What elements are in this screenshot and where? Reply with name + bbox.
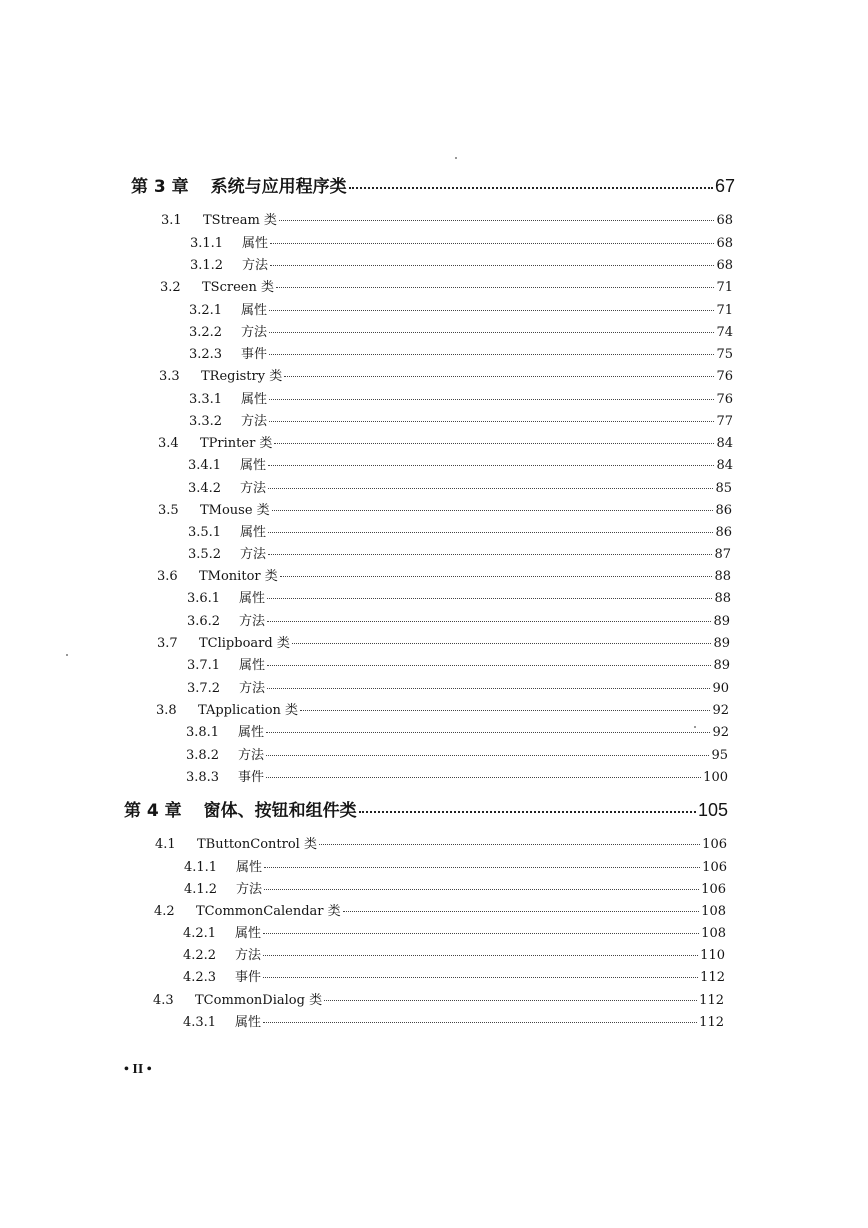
entry-page: 71: [716, 303, 733, 318]
entry-title: 属性: [241, 392, 268, 407]
entry-number: 3.2.3: [189, 347, 223, 362]
entry-title: TButtonControl 类: [197, 837, 317, 852]
entry-title: TCommonCalendar 类: [196, 904, 341, 919]
toc-entry[interactable]: [161, 209, 733, 228]
toc-entry[interactable]: [153, 989, 724, 1008]
scan-speck: [455, 157, 457, 159]
entry-title: 方法: [236, 882, 263, 897]
entry-page: 108: [701, 904, 726, 919]
entry-title: TApplication 类: [198, 703, 299, 718]
entry-page: 89: [713, 614, 730, 629]
entry-title: 属性: [240, 525, 267, 540]
entry-page: 112: [699, 993, 724, 1008]
toc-entry[interactable]: [183, 944, 725, 963]
toc-entry[interactable]: [183, 922, 726, 941]
leader-dots: [269, 421, 714, 422]
toc-entry[interactable]: [189, 410, 733, 429]
entry-page: 68: [716, 236, 733, 251]
entry-page: 74: [716, 325, 733, 340]
entry-page: 68: [716, 213, 733, 228]
leader-dots: [267, 665, 711, 666]
entry-number: 3.8.1: [186, 725, 220, 740]
toc-entry[interactable]: [183, 1011, 724, 1030]
entry-number: 3.7.2: [187, 681, 221, 696]
chapter-page: 105: [697, 800, 728, 820]
leader-dots: [349, 187, 713, 189]
entry-title: 方法: [241, 325, 268, 340]
entry-title: 属性: [242, 236, 269, 251]
toc-entry[interactable]: [188, 521, 732, 540]
entry-number: 3.6.2: [187, 614, 221, 629]
toc-entry[interactable]: [186, 766, 728, 785]
entry-page: 86: [715, 503, 732, 518]
entry-title: TMonitor 类: [199, 569, 278, 584]
leader-dots: [280, 576, 713, 577]
entry-number: 4.2.2: [183, 948, 217, 963]
entry-number: 3.2: [160, 280, 181, 295]
toc-entry[interactable]: [154, 900, 726, 919]
entry-page: 76: [716, 369, 733, 384]
entry-number: 3.5.1: [188, 525, 222, 540]
leader-dots: [270, 243, 714, 244]
entry-page: 84: [716, 436, 733, 451]
entry-page: 90: [712, 681, 729, 696]
toc-entry[interactable]: [157, 565, 731, 584]
entry-number: 3.6.1: [187, 591, 221, 606]
entry-number: 3.1: [161, 213, 182, 228]
toc-entry[interactable]: [188, 454, 733, 473]
toc-entry[interactable]: [186, 744, 728, 763]
entry-title: 事件: [238, 770, 265, 785]
entry-page: 89: [713, 636, 730, 651]
entry-page: 110: [700, 948, 725, 963]
entry-page: 71: [716, 280, 733, 295]
toc-entry[interactable]: [190, 232, 733, 251]
chapter-title: 系统与应用程序类: [210, 177, 347, 197]
entry-page: 92: [712, 725, 729, 740]
toc-entry[interactable]: [156, 699, 729, 718]
leader-dots: [263, 977, 698, 978]
toc-entry[interactable]: [155, 833, 727, 852]
leader-dots: [267, 621, 711, 622]
entry-page: 88: [714, 591, 731, 606]
entry-title: 属性: [239, 591, 266, 606]
entry-page: 86: [715, 525, 732, 540]
toc-entry[interactable]: [189, 299, 733, 318]
entry-number: 4.1: [155, 837, 176, 852]
entry-page: 106: [702, 837, 727, 852]
toc-entry[interactable]: [189, 321, 733, 340]
leader-dots: [292, 643, 712, 644]
entry-title: 方法: [240, 481, 267, 496]
leader-dots: [272, 510, 714, 511]
leader-dots: [268, 465, 714, 466]
entry-page: 100: [703, 770, 728, 785]
leader-dots: [269, 332, 714, 333]
toc-entry[interactable]: [187, 587, 731, 606]
entry-title: TStream 类: [203, 213, 277, 228]
entry-number: 3.2.2: [189, 325, 223, 340]
entry-title: TCommonDialog 类: [195, 993, 323, 1008]
entry-number: 3.6: [157, 569, 178, 584]
entry-number: 4.1.1: [184, 860, 218, 875]
leader-dots: [269, 310, 714, 311]
entry-number: 3.3.1: [189, 392, 223, 407]
scan-speck: [694, 726, 696, 728]
entry-number: 3.8.3: [186, 770, 220, 785]
entry-title: 方法: [239, 681, 266, 696]
leader-dots: [300, 710, 710, 711]
entry-title: 方法: [238, 748, 265, 763]
page-number: • II •: [124, 1062, 152, 1077]
leader-dots: [268, 554, 712, 555]
toc-entry[interactable]: [189, 343, 733, 362]
entry-title: 事件: [241, 347, 268, 362]
entry-number: 3.4.1: [188, 458, 222, 473]
toc-entry[interactable]: [189, 388, 733, 407]
entry-number: 3.2.1: [189, 303, 223, 318]
toc-entry[interactable]: [158, 499, 732, 518]
toc-entry[interactable]: [183, 966, 725, 985]
toc-entry[interactable]: [157, 632, 730, 651]
entry-number: 3.4: [158, 436, 179, 451]
entry-title: 方法: [235, 948, 262, 963]
leader-dots: [266, 732, 710, 733]
entry-title: 属性: [236, 860, 263, 875]
entry-number: 3.1.2: [190, 258, 224, 273]
entry-page: 77: [716, 414, 733, 429]
toc-entry[interactable]: [190, 254, 733, 273]
entry-page: 68: [716, 258, 733, 273]
leader-dots: [264, 889, 699, 890]
entry-title: TPrinter 类: [200, 436, 273, 451]
entry-number: 3.1.1: [190, 236, 224, 251]
entry-page: 76: [716, 392, 733, 407]
leader-dots: [268, 532, 713, 533]
leader-dots: [266, 777, 701, 778]
leader-dots: [269, 399, 714, 400]
entry-page: 92: [712, 703, 729, 718]
leader-dots: [269, 354, 714, 355]
entry-page: 108: [701, 926, 726, 941]
entry-number: 3.3: [159, 369, 180, 384]
toc-entry[interactable]: [159, 365, 733, 384]
toc-entry[interactable]: [184, 878, 726, 897]
entry-number: 3.8: [156, 703, 177, 718]
entry-number: 3.8.2: [186, 748, 220, 763]
toc-entry[interactable]: [160, 276, 733, 295]
toc-chapter-4[interactable]: [124, 796, 728, 821]
entry-page: 106: [701, 882, 726, 897]
leader-dots: [343, 911, 700, 912]
leader-dots: [274, 443, 714, 444]
leader-dots: [263, 933, 699, 934]
leader-dots: [359, 811, 696, 813]
entry-title: 属性: [239, 658, 266, 673]
toc-entry[interactable]: [188, 543, 731, 562]
entry-title: 属性: [235, 926, 262, 941]
entry-number: 4.3: [153, 993, 174, 1008]
leader-dots: [263, 1022, 697, 1023]
entry-number: 3.7: [157, 636, 178, 651]
entry-title: 方法: [239, 614, 266, 629]
entry-page: 84: [716, 458, 733, 473]
entry-title: 属性: [241, 303, 268, 318]
entry-title: 属性: [238, 725, 265, 740]
chapter-number: 第 3 章: [131, 177, 189, 197]
entry-title: 方法: [242, 258, 269, 273]
toc-entry[interactable]: [187, 610, 730, 629]
entry-page: 112: [700, 970, 725, 985]
entry-page: 106: [702, 860, 727, 875]
entry-title: TRegistry 类: [201, 369, 283, 384]
entry-page: 87: [714, 547, 731, 562]
entry-title: 属性: [240, 458, 267, 473]
entry-number: 3.3.2: [189, 414, 223, 429]
leader-dots: [319, 844, 700, 845]
entry-page: 95: [711, 748, 728, 763]
leader-dots: [276, 287, 714, 288]
entry-number: 4.3.1: [183, 1015, 217, 1030]
leader-dots: [264, 867, 700, 868]
entry-title: 方法: [241, 414, 268, 429]
entry-page: 88: [714, 569, 731, 584]
entry-number: 4.2.3: [183, 970, 217, 985]
entry-title: TClipboard 类: [199, 636, 290, 651]
entry-title: 属性: [235, 1015, 262, 1030]
toc-entry[interactable]: [158, 432, 733, 451]
leader-dots: [324, 1000, 697, 1001]
entry-page: 75: [716, 347, 733, 362]
entry-page: 112: [699, 1015, 724, 1030]
toc-entry[interactable]: [187, 654, 730, 673]
entry-number: 3.7.1: [187, 658, 221, 673]
leader-dots: [284, 376, 714, 377]
entry-title: 方法: [240, 547, 267, 562]
entry-number: 3.5: [158, 503, 179, 518]
leader-dots: [267, 598, 712, 599]
chapter-page: 67: [714, 176, 735, 196]
entry-number: 3.4.2: [188, 481, 222, 496]
entry-number: 4.2.1: [183, 926, 217, 941]
entry-page: 89: [713, 658, 730, 673]
scan-speck: [66, 654, 68, 656]
entry-title: TScreen 类: [202, 280, 274, 295]
chapter-number: 第 4 章: [124, 801, 182, 821]
leader-dots: [279, 220, 715, 221]
leader-dots: [266, 755, 709, 756]
entry-title: 事件: [235, 970, 262, 985]
leader-dots: [268, 488, 713, 489]
toc-chapter-3[interactable]: [131, 172, 735, 197]
entry-number: 4.2: [154, 904, 175, 919]
toc-entry[interactable]: [186, 721, 729, 740]
leader-dots: [263, 955, 698, 956]
entry-number: 4.1.2: [184, 882, 218, 897]
leader-dots: [270, 265, 714, 266]
leader-dots: [267, 688, 710, 689]
entry-number: 3.5.2: [188, 547, 222, 562]
entry-page: 85: [715, 481, 732, 496]
toc-entry[interactable]: [184, 856, 727, 875]
toc-entry[interactable]: [187, 677, 729, 696]
toc-entry[interactable]: [188, 477, 732, 496]
chapter-title: 窗体、按钮和组件类: [203, 801, 357, 821]
entry-title: TMouse 类: [200, 503, 270, 518]
